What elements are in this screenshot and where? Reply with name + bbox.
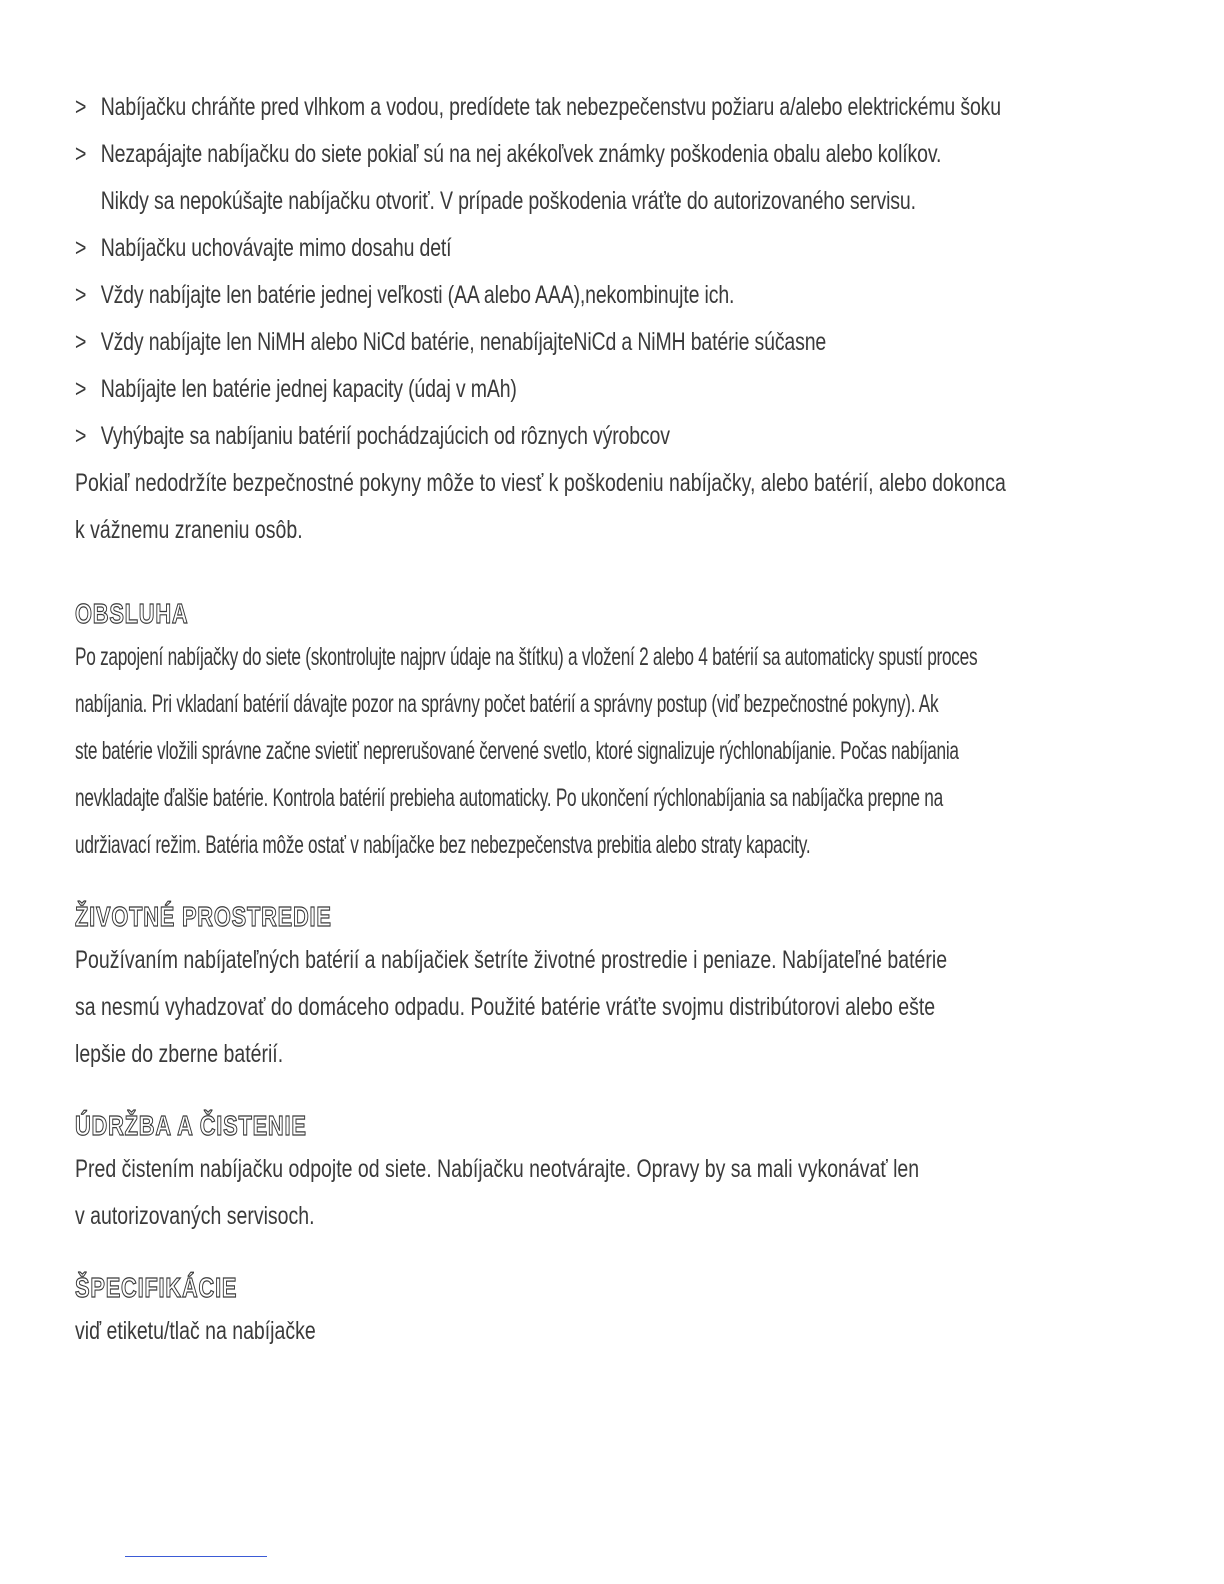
bullet-marker: > xyxy=(75,281,87,309)
paragraph-line: k vážnemu zraneniu osôb. xyxy=(75,516,303,544)
safety-item xyxy=(75,225,906,272)
section-body xyxy=(75,1146,1140,1240)
paragraph-line: Používaním nabíjateľných batérií a nabíjačiek šetríte životné prostredie i peniaze. Nabíjateľné batérie xyxy=(75,946,948,974)
safety-item-text: Vždy nabíjajte len NiMH alebo NiCd batérie, nenabíjajteNiCd a NiMH batérie súčasne xyxy=(100,328,827,356)
bullet-marker: > xyxy=(75,328,87,356)
safety-item xyxy=(75,366,906,413)
paragraph-line: sa nesmú vyhadzovať do domáceho odpadu. Použité batérie vráťte svojmu distribútorovi alebo ešte xyxy=(75,993,936,1021)
paragraph-line: nevkladajte ďalšie batérie. Kontrola batérií prebieha automaticky. Po ukončení rýchlonabíjania sa nabíjačka prepne na xyxy=(75,784,943,812)
safety-item-text: Nabíjajte len batérie jednej kapacity (údaj v mAh) xyxy=(100,375,517,403)
paragraph-line: udržiavací režim. Batéria môže ostať v nabíjačke bez nebezpečenstva prebitia alebo straty kapacity. xyxy=(75,831,811,859)
safety-item xyxy=(75,413,906,460)
bullet-marker: > xyxy=(75,234,87,262)
bullet-marker: > xyxy=(75,140,87,168)
safety-item-text: Nabíjačku uchovávajte mimo dosahu detí xyxy=(100,234,452,262)
section-body xyxy=(75,634,1140,869)
bullet-marker: > xyxy=(75,422,87,450)
safety-item-text: Nezapájajte nabíjačku do siete pokiaľ sú na nej akékoľvek známky poškodenia obalu alebo kolíkov. xyxy=(100,140,942,168)
section-body xyxy=(75,937,1140,1078)
section-udrzba xyxy=(75,1106,1140,1240)
section-obsluha xyxy=(75,594,1140,869)
safety-list xyxy=(75,84,1140,460)
paragraph-line: ste batérie vložili správne začne svietiť neprerušované červené svetlo, ktoré signalizuje rýchlonabíjanie. Počas nabíjania xyxy=(75,737,959,765)
bullet-marker: > xyxy=(75,375,87,403)
safety-item xyxy=(75,84,1001,131)
safety-item xyxy=(75,319,906,366)
section-heading: OBSLUHA xyxy=(75,598,189,629)
manual-page xyxy=(75,84,1140,1355)
paragraph-line: Pokiaľ nedodržíte bezpečnostné pokyny môže to viesť k poškodeniu nabíjačky, alebo batérií, alebo dokonca xyxy=(75,469,1006,497)
safety-item-text: Nikdy sa nepokúšajte nabíjačku otvoriť. V prípade poškodenia vráťte do autorizovaného servisu. xyxy=(100,187,916,215)
paragraph-line: nabíjania. Pri vkladaní batérií dávajte pozor na správny počet batérií a správny postup (viď bezpečnostné pokyny). Ak xyxy=(75,690,939,718)
paragraph-line: Po zapojení nabíjačky do siete (skontrolujte najprv údaje na štítku) a vložení 2 alebo 4 batérií sa automaticky spustí proces xyxy=(75,643,978,671)
paragraph-line: lepšie do zberne batérií. xyxy=(75,1040,284,1068)
bullet-marker: > xyxy=(75,93,87,121)
safety-item-text: Vyhýbajte sa nabíjaniu batérií pochádzajúcich od rôznych výrobcov xyxy=(100,422,670,450)
safety-item xyxy=(75,131,942,225)
safety-item-text: Vždy nabíjajte len batérie jednej veľkosti (AA alebo AAA),nekombinujte ich. xyxy=(100,281,735,309)
section-heading: ŽIVOTNÉ PROSTREDIE xyxy=(75,901,332,932)
section-heading: ŠPECIFIKÁCIE xyxy=(75,1272,238,1303)
safety-warning xyxy=(75,460,1140,554)
section-body xyxy=(75,1308,1140,1355)
paragraph-line: Pred čistením nabíjačku odpojte od siete. Nabíjačku neotvárajte. Opravy by sa mali vykonávať len xyxy=(75,1155,920,1183)
paragraph-line: viď etiketu/tlač na nabíjačke xyxy=(75,1317,316,1345)
section-zivotne-prostredie xyxy=(75,897,1140,1078)
footer-divider xyxy=(125,1556,267,1557)
paragraph-line: v autorizovaných servisoch. xyxy=(75,1202,315,1230)
safety-item xyxy=(75,272,906,319)
safety-item-text: Nabíjačku chráňte pred vlhkom a vodou, predídete tak nebezpečenstvu požiaru a/alebo elektrickému šoku xyxy=(100,93,1001,121)
section-specifikacie xyxy=(75,1268,1140,1355)
section-heading: ÚDRŽBA A ČISTENIE xyxy=(75,1110,307,1141)
